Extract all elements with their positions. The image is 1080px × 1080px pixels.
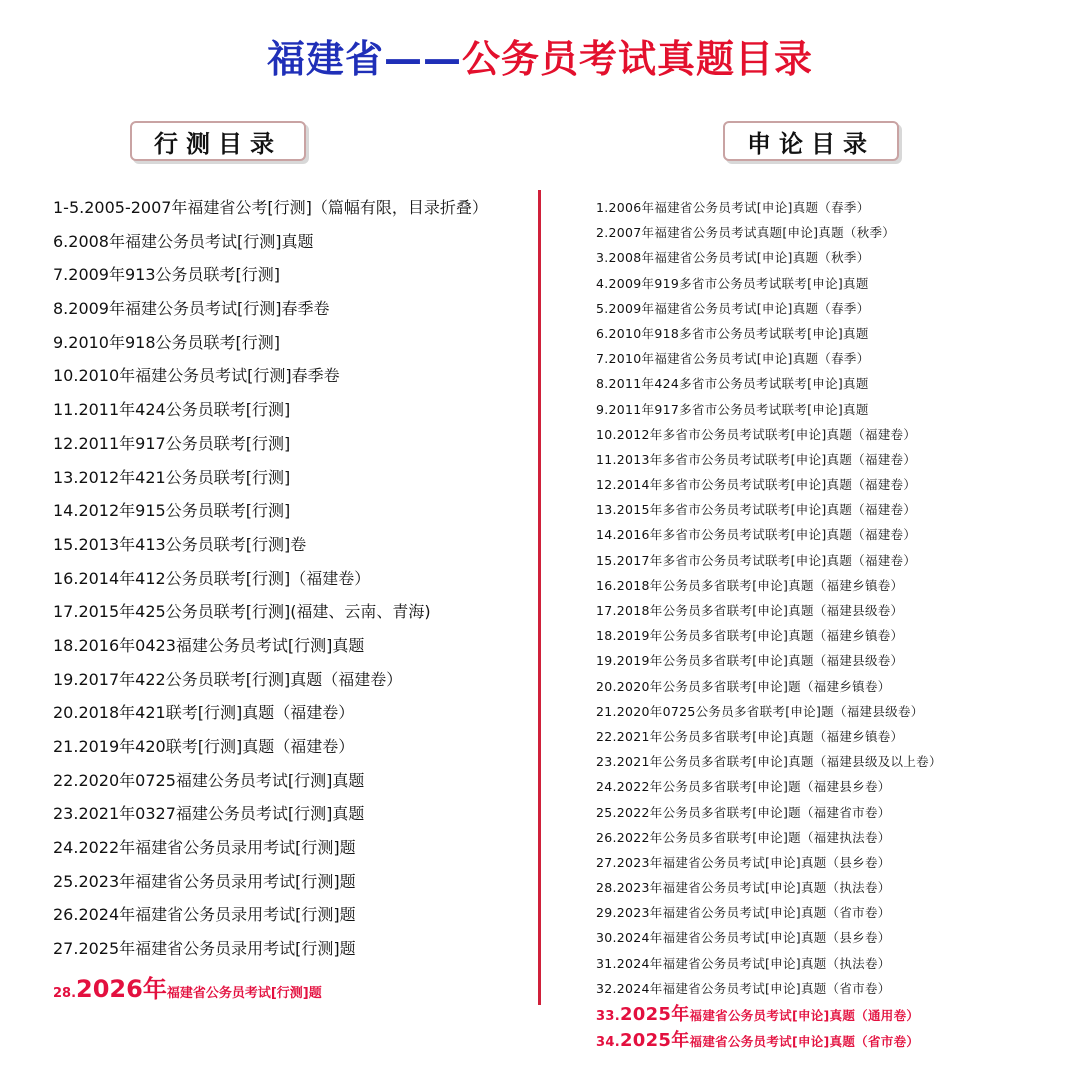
- xingce-item: 13.2012年421公务员联考[行测]: [53, 467, 291, 487]
- shenlun-item: 17.2018年公务员多省联考[申论]真题（福建县级卷）: [596, 603, 904, 618]
- xingce-item: 9.2010年918公务员联考[行测]: [53, 332, 281, 352]
- shenlun-item: 22.2021年公务员多省联考[申论]真题（福建乡镇卷）: [596, 728, 904, 744]
- page-title: [0, 28, 1080, 83]
- section-header-xingce: 行测目录: [130, 121, 306, 161]
- xingce-item: 10.2010年福建公务员考试[行测]春季卷: [53, 366, 340, 386]
- shenlun-item: 6.2010年918多省市公务员考试联考[申论]真题: [596, 325, 869, 341]
- shenlun-item: 3.2008年福建省公务员考试[申论]真题（秋季）: [596, 250, 870, 266]
- shenlun-highlight-item-year: 2025年: [619, 1030, 690, 1051]
- shenlun-item: 23.2021年公务员多省联考[申论]真题（福建县级及以上卷）: [596, 754, 942, 770]
- shenlun-item: 21.2020年0725公务员多省联考[申论]题（福建县级卷）: [596, 703, 924, 719]
- shenlun-item: 12.2014年多省市公务员考试联考[申论]真题（福建卷）: [596, 477, 917, 493]
- shenlun-item: 5.2009年福建省公务员考试[申论]真题（春季）: [596, 300, 870, 316]
- xingce-item: 1-5.2005-2007年福建省公考[行测]（篇幅有限，目录折叠）: [53, 198, 488, 217]
- shenlun-highlight-item-rest: 福建省公务员考试[申论]真题（省市卷）: [689, 1034, 920, 1049]
- xingce-item: 8.2009年福建公务员考试[行测]春季卷: [53, 299, 330, 319]
- column-divider: [538, 190, 541, 1005]
- shenlun-item: 7.2010年福建省公务员考试[申论]真题（春季）: [596, 351, 870, 367]
- shenlun-item: 4.2009年919多省市公务员考试联考[申论]真题: [596, 275, 869, 291]
- title-province: 福建省——: [266, 37, 462, 81]
- xingce-item: 19.2017年422公务员联考[行测]真题（福建卷）: [53, 669, 403, 689]
- shenlun-item: 20.2020年公务员多省联考[申论]题（福建乡镇卷）: [596, 678, 891, 694]
- shenlun-highlight-item: [596, 1003, 1066, 1029]
- shenlun-item: 19.2019年公务员多省联考[申论]真题（福建县级卷）: [596, 653, 904, 669]
- xingce-item: 11.2011年424公务员联考[行测]: [53, 400, 291, 420]
- shenlun-item: 29.2023年福建省公务员考试[申论]真题（省市卷）: [596, 905, 891, 921]
- shenlun-highlight-item-num: 34.: [596, 1035, 620, 1050]
- xingce-item: 27.2025年福建省公务员录用考试[行测]题: [53, 939, 356, 959]
- xingce-item: 12.2011年917公务员联考[行测]: [53, 433, 291, 453]
- xingce-item: 23.2021年0327福建公务员考试[行测]真题: [53, 804, 365, 824]
- shenlun-item: 14.2016年多省市公务员考试联考[申论]真题（福建卷）: [596, 527, 917, 543]
- shenlun-highlight-item-rest: 福建省公务员考试[申论]真题（通用卷）: [689, 1008, 920, 1023]
- shenlun-item: 24.2022年公务员多省联考[申论]题（福建县乡卷）: [596, 779, 891, 795]
- xingce-item: 21.2019年420联考[行测]真题（福建卷）: [53, 737, 355, 756]
- xingce-item: 15.2013年413公务员联考[行测]卷: [53, 534, 307, 554]
- shenlun-highlight-item-year: 2025年: [619, 1004, 690, 1025]
- shenlun-item: 13.2015年多省市公务员考试联考[申论]真题（福建卷）: [596, 502, 917, 518]
- title-subtitle: 公务员考试真题目录: [462, 37, 814, 81]
- shenlun-item: 2.2007年福建省公务员考试真题[申论]真题（秋季）: [596, 225, 896, 241]
- xingce-item: 25.2023年福建省公务员录用考试[行测]题: [53, 871, 356, 891]
- xingce-highlight-item-num: 28.: [53, 985, 77, 1001]
- xingce-item: 16.2014年412公务员联考[行测]（福建卷）: [53, 568, 371, 588]
- xingce-highlight-item: [53, 969, 533, 1009]
- shenlun-item: 26.2022年公务员多省联考[申论]题（福建执法卷）: [596, 829, 891, 845]
- shenlun-item: 9.2011年917多省市公务员考试联考[申论]真题: [596, 401, 869, 417]
- xingce-item: 7.2009年913公务员联考[行测]: [53, 265, 281, 285]
- shenlun-item: 18.2019年公务员多省联考[申论]真题（福建乡镇卷）: [596, 628, 904, 644]
- shenlun-item: 27.2023年福建省公务员考试[申论]真题（县乡卷）: [596, 854, 891, 870]
- xingce-item: 24.2022年福建省公务员录用考试[行测]题: [53, 838, 356, 858]
- xingce-item: 22.2020年0725福建公务员考试[行测]真题: [53, 770, 365, 790]
- shenlun-item: 32.2024年福建省公务员考试[申论]真题（省市卷）: [596, 980, 891, 996]
- shenlun-item: 30.2024年福建省公务员考试[申论]真题（县乡卷）: [596, 930, 891, 946]
- xingce-item: 17.2015年425公务员联考[行测](福建、云南、青海): [53, 602, 431, 622]
- xingce-item: 20.2018年421联考[行测]真题（福建卷）: [53, 703, 355, 723]
- section-header-shenlun: 申论目录: [723, 121, 899, 161]
- xingce-item: 26.2024年福建省公务员录用考试[行测]题: [53, 905, 356, 925]
- shenlun-highlight-item: [596, 1029, 1066, 1055]
- shenlun-item: 28.2023年福建省公务员考试[申论]真题（执法卷）: [596, 880, 891, 896]
- shenlun-item: 16.2018年公务员多省联考[申论]真题（福建乡镇卷）: [596, 577, 904, 593]
- shenlun-item: 8.2011年424多省市公务员考试联考[申论]真题: [596, 376, 869, 392]
- shenlun-item: 11.2013年多省市公务员考试联考[申论]真题（福建卷）: [596, 451, 917, 467]
- xingce-item: 14.2012年915公务员联考[行测]: [53, 501, 291, 521]
- shenlun-list: [596, 197, 1066, 1055]
- shenlun-item: 10.2012年多省市公务员考试联考[申论]真题（福建卷）: [596, 426, 917, 442]
- xingce-list: [53, 194, 533, 1009]
- shenlun-item: 25.2022年公务员多省联考[申论]题（福建省市卷）: [596, 804, 891, 820]
- xingce-highlight-item-rest: 福建省公务员考试[行测]题: [166, 985, 322, 1001]
- xingce-item: 18.2016年0423福建公务员考试[行测]真题: [53, 635, 365, 655]
- shenlun-item: 31.2024年福建省公务员考试[申论]真题（执法卷）: [596, 955, 891, 971]
- shenlun-highlight-item-num: 33.: [596, 1009, 620, 1024]
- shenlun-item: 1.2006年福建省公务员考试[申论]真题（春季）: [596, 200, 870, 215]
- xingce-highlight-item-year: 2026年: [76, 974, 167, 1003]
- shenlun-item: 15.2017年多省市公务员考试联考[申论]真题（福建卷）: [596, 552, 917, 568]
- xingce-item: 6.2008年福建公务员考试[行测]真题: [53, 231, 314, 251]
